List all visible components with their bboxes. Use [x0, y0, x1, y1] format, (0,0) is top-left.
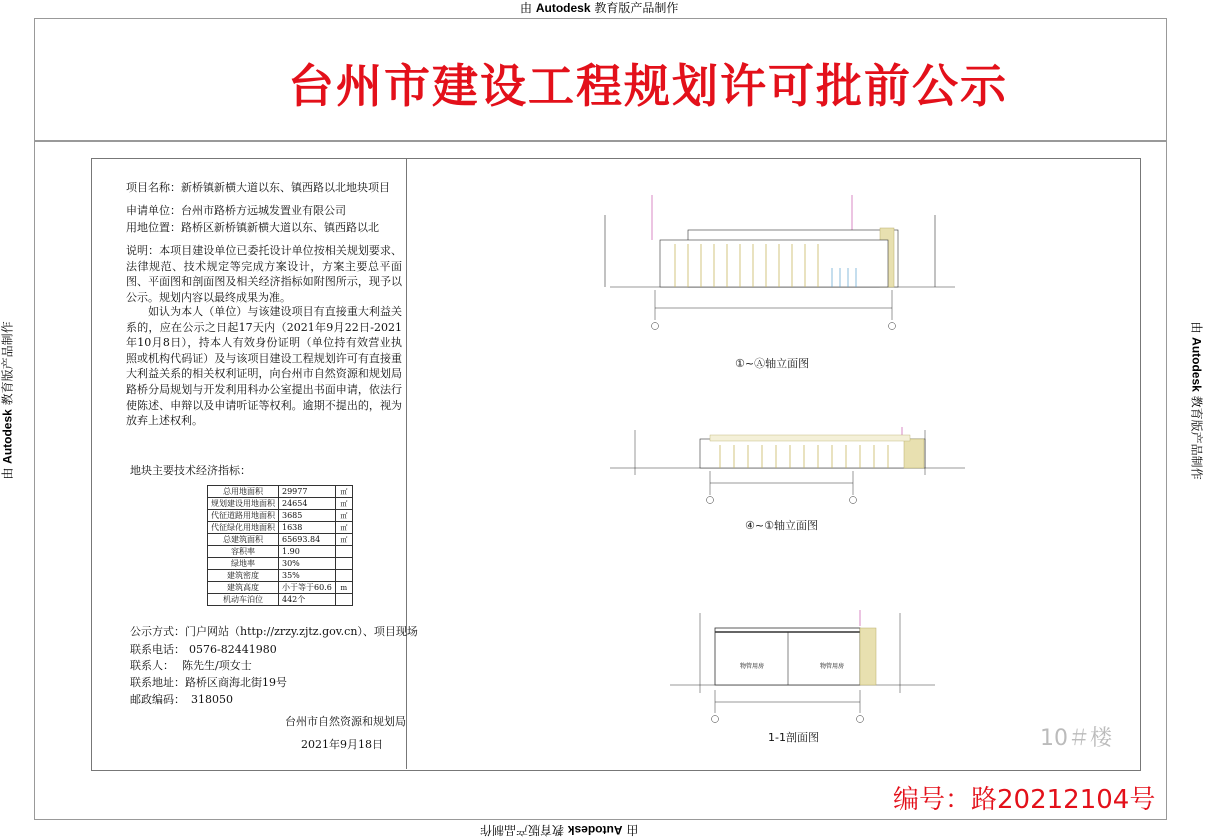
indicator-label: 总建筑面积: [208, 534, 279, 546]
indicator-row: [208, 486, 353, 498]
postcode: 邮政编码： 318050: [130, 693, 233, 706]
indicators-table: [207, 485, 353, 606]
serial-number: 编号：路20212104号: [893, 785, 1156, 815]
elevation-2-caption: ④~①轴立面图: [745, 519, 818, 532]
indicator-unit: [335, 546, 352, 558]
land-location: 用地位置：路桥区新桥镇新横大道以东、镇西路以北: [126, 221, 379, 234]
page-title: 台州市建设工程规划许可批前公示: [288, 59, 1008, 113]
indicator-value: 30%: [279, 558, 336, 570]
building-number: 10＃楼: [1040, 726, 1112, 751]
indicator-label: 规划建设用地面积: [208, 498, 279, 510]
indicator-unit: ㎡: [335, 498, 352, 510]
issuer: 台州市自然资源和规划局: [285, 715, 406, 728]
indicator-unit: ㎡: [335, 534, 352, 546]
applicant: 申请单位：台州市路桥方远城发置业有限公司: [126, 204, 346, 217]
contact-person: 联系人： 陈先生/项女士: [130, 659, 252, 672]
indicator-row: [208, 498, 353, 510]
indicator-label: 建筑密度: [208, 570, 279, 582]
watermark-bottom: 由 Autodesk 教育版产品制作: [480, 823, 639, 837]
indicator-row: [208, 558, 353, 570]
watermark-left: 由 Autodesk 教育版产品制作: [0, 321, 15, 480]
indicator-label: 绿地率: [208, 558, 279, 570]
indicator-row: [208, 510, 353, 522]
contact-phone: 联系电话： 0576-82441980: [130, 643, 277, 656]
indicator-unit: ㎡: [335, 510, 352, 522]
indicator-value: 24654: [279, 498, 336, 510]
indicator-value: 1.90: [279, 546, 336, 558]
publicity-method: 公示方式：门户网站（http://zrzy.zjtz.gov.cn）、项目现场: [130, 625, 418, 638]
indicators-heading: 地块主要技术经济指标：: [130, 464, 251, 477]
indicator-row: [208, 534, 353, 546]
indicator-row: [208, 570, 353, 582]
indicator-value: 3685: [279, 510, 336, 522]
section-room-1: 物管用房: [740, 663, 765, 670]
rights-paragraph: 如认为本人（单位）与该建设项目有直接重大利益关系的，应在公示之日起17天内（2021年9月22日-2021年10月8日），持本人有效身份证明（单位持有效营业执照或机构代码证）及与该项目建设工程规划许可有直接重大利益关系的相关权利证明，向台州市自然资源和规划局路桥分局规划与开发利用科办公室提出书面申请，依法行使陈述、申辩以及申请听证等权利。逾期不提出的，视为放弃上述权利。: [126, 305, 402, 428]
indicator-label: 代征道路用地面积: [208, 510, 279, 522]
indicator-label: 机动车泊位: [208, 594, 279, 606]
indicator-label: 代征绿化用地面积: [208, 522, 279, 534]
contact-address: 联系地址：路桥区商海北街19号: [130, 676, 287, 689]
indicator-value: 65693.84: [279, 534, 336, 546]
indicator-value: 1638: [279, 522, 336, 534]
indicator-row: [208, 522, 353, 534]
indicator-unit: [335, 594, 352, 606]
project-name: 项目名称：新桥镇新横大道以东、镇西路以北地块项目: [126, 181, 390, 194]
indicator-label: 建筑高度: [208, 582, 279, 594]
indicator-unit: [335, 558, 352, 570]
elevation-1-caption: ①~Ⓐ轴立面图: [735, 357, 810, 370]
indicator-unit: m: [335, 582, 352, 594]
section-room-2: 物管用房: [820, 663, 845, 670]
watermark-top: 由 Autodesk 教育版产品制作: [520, 1, 679, 15]
indicator-value: 小于等于60.6: [279, 582, 336, 594]
indicator-label: 总用地面积: [208, 486, 279, 498]
notice-divider: [406, 158, 407, 769]
indicator-row: [208, 582, 353, 594]
section-drawing: [670, 608, 940, 728]
indicator-value: 35%: [279, 570, 336, 582]
issue-date: 2021年9月18日: [301, 738, 383, 751]
indicator-unit: [335, 570, 352, 582]
indicator-row: [208, 546, 353, 558]
section-caption: 1-1剖面图: [768, 731, 819, 744]
indicator-row: [208, 594, 353, 606]
indicator-unit: ㎡: [335, 486, 352, 498]
watermark-right: 由 Autodesk 教育版产品制作: [1189, 321, 1204, 480]
indicator-value: 442个: [279, 594, 336, 606]
indicator-value: 29977: [279, 486, 336, 498]
indicator-unit: ㎡: [335, 522, 352, 534]
indicator-label: 容积率: [208, 546, 279, 558]
explanation-paragraph: 说明：本项目建设单位已委托设计单位按相关规划要求、法律规范、技术规定等完成方案设计，方案主要总平面图、平面图和剖面图及相关经济指标如附图所示，现予以公示。规划内容以最终成果为准。: [126, 244, 402, 304]
elevation-1-drawing: [600, 190, 960, 330]
